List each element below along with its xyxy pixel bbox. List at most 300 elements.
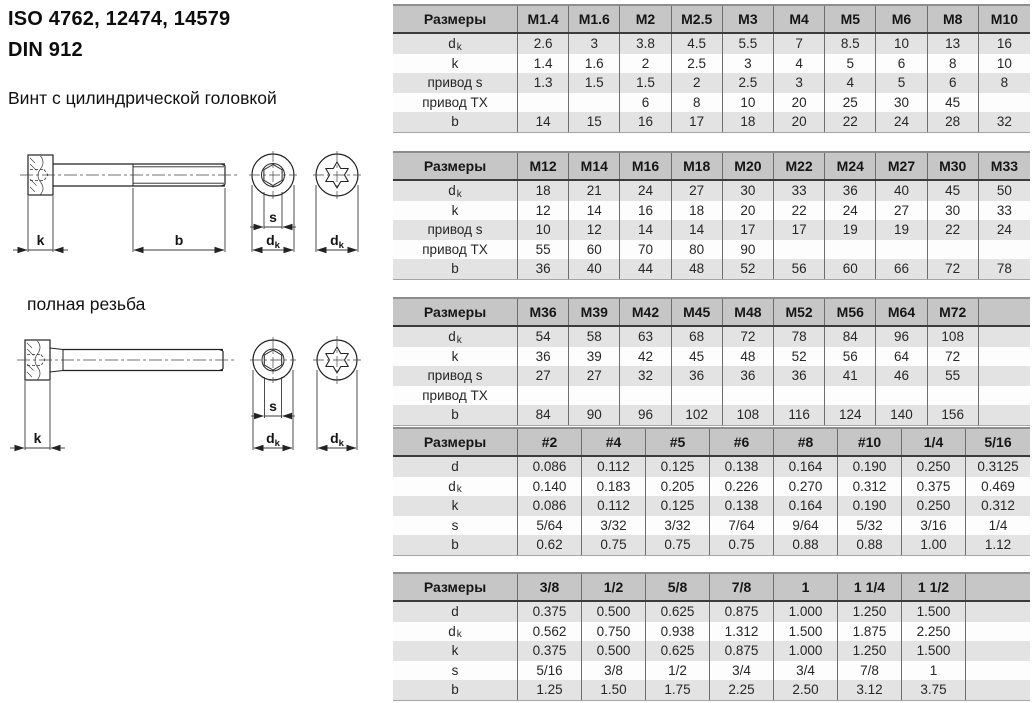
value-cell: 70 <box>620 240 671 260</box>
value-cell: 44 <box>620 259 671 279</box>
value-cell: 36 <box>518 347 569 367</box>
value-cell: 46 <box>876 366 927 386</box>
value-cell: 1.3 <box>518 73 569 93</box>
column-header: M24 <box>825 153 876 179</box>
value-cell: 4.5 <box>672 34 723 54</box>
value-cell: 0.164 <box>774 496 838 516</box>
value-cell: 17 <box>672 112 723 132</box>
column-header <box>979 299 1030 325</box>
value-cell <box>979 93 1030 113</box>
value-cell: 2.250 <box>902 622 966 642</box>
value-cell: 1.5 <box>569 73 620 93</box>
row-label: привод s <box>393 73 518 93</box>
value-cell: 0.183 <box>582 477 646 497</box>
value-cell: 0.138 <box>710 457 774 477</box>
value-cell: 8 <box>672 93 723 113</box>
value-cell: 2.25 <box>710 680 774 700</box>
value-cell <box>966 661 1030 681</box>
value-cell: 116 <box>774 405 825 425</box>
value-cell: 36 <box>825 181 876 201</box>
value-cell: 24 <box>825 201 876 221</box>
value-cell: 0.125 <box>646 496 710 516</box>
value-cell: 1.25 <box>518 680 582 700</box>
value-cell: 41 <box>825 366 876 386</box>
value-cell: 0.086 <box>518 496 582 516</box>
column-header: M30 <box>928 153 979 179</box>
value-cell: 45 <box>928 181 979 201</box>
value-cell <box>966 622 1030 642</box>
value-cell: 21 <box>569 181 620 201</box>
value-cell: 1.000 <box>774 602 838 622</box>
value-cell <box>620 386 671 406</box>
column-header: M8 <box>928 6 979 32</box>
value-cell: 1.4 <box>518 54 569 74</box>
column-header: #4 <box>582 429 646 455</box>
column-header: 5/16 <box>984 434 1012 450</box>
value-cell: 1.12 <box>984 537 1012 553</box>
table-header-row <box>393 427 1030 457</box>
value-cell: 40 <box>569 259 620 279</box>
column-header: M1.6 <box>569 6 620 32</box>
value-cell: 3.12 <box>838 680 902 700</box>
corner-header: Размеры <box>393 574 518 600</box>
value-cell: 0.875 <box>710 641 774 661</box>
value-cell: 0.938 <box>646 622 710 642</box>
value-cell: 0.112 <box>582 496 646 516</box>
table-row <box>393 220 1030 240</box>
table-row <box>393 661 1030 681</box>
value-cell: 19 <box>876 220 927 240</box>
value-cell: 14 <box>569 201 620 221</box>
value-cell: 10 <box>996 55 1012 71</box>
torx-socket-end-view <box>313 336 361 384</box>
value-cell: 0.190 <box>838 457 902 477</box>
value-cell: 1.000 <box>774 641 838 661</box>
value-cell: 0.75 <box>646 535 710 555</box>
row-label: d k <box>393 181 518 201</box>
column-header: M16 <box>620 153 671 179</box>
value-cell: 0.086 <box>518 457 582 477</box>
full-thread-note: полная резьба <box>27 294 146 314</box>
value-cell: 3 <box>569 34 620 54</box>
value-cell: 5/16 <box>518 661 582 681</box>
row-label: d <box>393 457 518 477</box>
value-cell: 5/64 <box>518 516 582 536</box>
value-cell: 0.138 <box>710 496 774 516</box>
value-cell: 140 <box>876 405 927 425</box>
value-cell: 4 <box>774 54 825 74</box>
row-label: b <box>393 405 518 425</box>
value-cell: 13 <box>928 34 979 54</box>
value-cell: 0.750 <box>582 622 646 642</box>
value-cell: 45 <box>928 93 979 113</box>
column-header: M27 <box>876 153 927 179</box>
value-cell: 96 <box>876 327 927 347</box>
value-cell: 2.6 <box>518 34 569 54</box>
column-header: M36 <box>518 299 569 325</box>
column-header: 5/8 <box>646 574 710 600</box>
column-header: M64 <box>876 299 927 325</box>
value-cell: 8.5 <box>825 34 876 54</box>
column-header: M3 <box>723 6 774 32</box>
value-cell: 96 <box>620 405 671 425</box>
value-cell: 108 <box>928 327 979 347</box>
column-header: M72 <box>928 299 979 325</box>
value-cell: 0.250 <box>902 496 966 516</box>
value-cell <box>979 405 1030 425</box>
value-cell: 0.164 <box>774 457 838 477</box>
value-cell: 36 <box>672 366 723 386</box>
value-cell: 12 <box>569 220 620 240</box>
value-cell: 2.50 <box>774 680 838 700</box>
value-cell: 1/2 <box>646 661 710 681</box>
value-cell: 0.875 <box>710 602 774 622</box>
column-header: 3/8 <box>518 574 582 600</box>
value-cell: 72 <box>928 259 979 279</box>
s-dimension-label: s <box>269 209 277 225</box>
b-dimension-label: b <box>174 232 184 248</box>
column-header: 1/4 <box>902 429 966 455</box>
value-cell: 27 <box>518 366 569 386</box>
page-title <box>8 4 230 66</box>
table-row <box>393 405 1030 425</box>
value-cell: 1.6 <box>569 54 620 74</box>
hex-socket-end-view <box>249 151 297 199</box>
column-header: M39 <box>569 299 620 325</box>
value-cell: 3.8 <box>620 34 671 54</box>
value-cell: 1.00 <box>902 535 966 555</box>
value-cell: 1.50 <box>582 680 646 700</box>
value-cell: 6 <box>876 54 927 74</box>
column-header: #2 <box>518 429 582 455</box>
value-cell: 66 <box>876 259 927 279</box>
column-header: M18 <box>672 153 723 179</box>
value-cell: 12 <box>518 201 569 221</box>
value-cell: 6 <box>928 73 979 93</box>
value-cell: 7/8 <box>838 661 902 681</box>
row-label: k <box>393 201 518 221</box>
s-dimension-label: s <box>269 398 277 414</box>
value-cell: 78 <box>774 327 825 347</box>
table-row <box>393 496 1030 516</box>
value-cell: 2 <box>620 54 671 74</box>
value-cell: 36 <box>518 259 569 279</box>
table-row <box>393 680 1030 700</box>
row-label: d k <box>393 477 518 497</box>
value-cell: 36 <box>723 366 774 386</box>
column-header: #6 <box>710 429 774 455</box>
value-cell: 33 <box>996 202 1012 218</box>
table-row <box>393 516 1030 536</box>
dimension-lines <box>10 370 357 450</box>
row-label: привод s <box>393 220 518 240</box>
value-cell <box>825 386 876 406</box>
value-cell: 8 <box>928 54 979 74</box>
value-cell <box>774 386 825 406</box>
value-cell: 2.5 <box>672 54 723 74</box>
value-cell: 0.112 <box>582 457 646 477</box>
value-cell: 0.375 <box>518 602 582 622</box>
dk-dimension-label: $d_k$ <box>330 232 344 251</box>
value-cell: 80 <box>672 240 723 260</box>
value-cell <box>569 93 620 113</box>
value-cell: 54 <box>518 327 569 347</box>
value-cell <box>966 641 1030 661</box>
value-cell: 84 <box>518 405 569 425</box>
value-cell: 5.5 <box>723 34 774 54</box>
dk-dimension-label: $d_k$ <box>266 232 280 251</box>
row-label: d k <box>393 622 518 642</box>
value-cell: 3/4 <box>774 661 838 681</box>
value-cell: 1 <box>902 661 966 681</box>
value-cell: 0.312 <box>981 498 1015 514</box>
value-cell: 0.75 <box>582 535 646 555</box>
value-cell: 6 <box>620 93 671 113</box>
value-cell: 60 <box>825 259 876 279</box>
value-cell: 55 <box>518 240 569 260</box>
value-cell: 20 <box>774 93 825 113</box>
value-cell: 17 <box>723 220 774 240</box>
corner-header: Размеры <box>393 6 518 32</box>
table-row <box>393 201 1030 221</box>
value-cell <box>876 240 927 260</box>
value-cell: 1.875 <box>838 622 902 642</box>
value-cell: 3.75 <box>902 680 966 700</box>
value-cell: 4 <box>825 73 876 93</box>
value-cell: 90 <box>723 240 774 260</box>
column-header: #8 <box>774 429 838 455</box>
column-header: M1.4 <box>518 6 569 32</box>
value-cell: 16 <box>620 112 671 132</box>
row-label: b <box>393 259 518 279</box>
table-header-row <box>393 572 1030 602</box>
dimension-table-3 <box>393 297 1030 426</box>
row-label: b <box>393 112 518 132</box>
value-cell <box>825 240 876 260</box>
column-header: M4 <box>774 6 825 32</box>
column-header <box>966 574 1030 600</box>
corner-header: Размеры <box>393 153 518 179</box>
value-cell <box>774 240 825 260</box>
value-cell: 10 <box>876 34 927 54</box>
value-cell: 45 <box>672 347 723 367</box>
value-cell: 7/64 <box>710 516 774 536</box>
value-cell: 72 <box>928 347 979 367</box>
value-cell: 32 <box>620 366 671 386</box>
value-cell: 16 <box>996 36 1012 52</box>
value-cell: 30 <box>928 201 979 221</box>
value-cell: 50 <box>996 183 1012 199</box>
row-label: привод TX <box>393 240 518 260</box>
row-label: s <box>393 516 518 536</box>
row-label: привод TX <box>393 93 518 113</box>
standards-line: ISO 4762, 12474, 14579 <box>8 8 231 30</box>
table-row <box>393 34 1030 54</box>
column-header: 7/8 <box>710 574 774 600</box>
value-cell: 56 <box>825 347 876 367</box>
row-label: k <box>393 496 518 516</box>
dimension-labels <box>34 398 345 449</box>
value-cell: 24 <box>620 181 671 201</box>
value-cell: 1.500 <box>902 641 966 661</box>
column-header: 1 1/2 <box>902 574 966 600</box>
dimension-labels <box>37 209 345 251</box>
row-label: k <box>393 347 518 367</box>
value-cell: 48 <box>723 347 774 367</box>
table-row <box>393 240 1030 260</box>
value-cell <box>518 386 569 406</box>
row-label: s <box>393 661 518 681</box>
value-cell: 0.469 <box>981 478 1015 494</box>
value-cell: 10 <box>723 93 774 113</box>
table-row <box>393 602 1030 622</box>
value-cell: 0.88 <box>774 535 838 555</box>
value-cell: 64 <box>876 347 927 367</box>
table-row <box>393 535 1030 555</box>
column-header: M33 <box>990 158 1019 174</box>
column-header: M42 <box>620 299 671 325</box>
value-cell: 24 <box>996 222 1012 238</box>
value-cell: 3/4 <box>710 661 774 681</box>
column-header: 1 <box>774 574 838 600</box>
value-cell: 0.75 <box>710 535 774 555</box>
column-header: #5 <box>646 429 710 455</box>
dimension-lines <box>13 185 358 252</box>
table-row <box>393 259 1030 279</box>
value-cell: 42 <box>620 347 671 367</box>
value-cell <box>876 386 927 406</box>
table-row <box>393 366 1030 386</box>
value-cell: 60 <box>569 240 620 260</box>
value-cell: 27 <box>672 181 723 201</box>
value-cell: 0.62 <box>518 535 582 555</box>
value-cell: 0.625 <box>646 602 710 622</box>
value-cell: 15 <box>569 112 620 132</box>
value-cell: 17 <box>774 220 825 240</box>
value-cell: 24 <box>876 112 927 132</box>
dimension-table-1 <box>393 4 1030 133</box>
value-cell: 52 <box>774 347 825 367</box>
value-cell: 3/32 <box>646 516 710 536</box>
column-header: M2.5 <box>672 6 723 32</box>
dimension-table-4 <box>393 427 1030 556</box>
value-cell: 22 <box>928 220 979 240</box>
row-label: k <box>393 54 518 74</box>
value-cell: 0.140 <box>518 477 582 497</box>
value-cell: 1.500 <box>902 602 966 622</box>
column-header: 1/2 <box>582 574 646 600</box>
value-cell: 36 <box>774 366 825 386</box>
row-label: привод TX <box>393 386 518 406</box>
value-cell: 39 <box>569 347 620 367</box>
value-cell: 5/32 <box>838 516 902 536</box>
value-cell: 0.500 <box>582 602 646 622</box>
value-cell: 3/32 <box>582 516 646 536</box>
value-cell: 78 <box>996 261 1012 277</box>
value-cell: 0.190 <box>838 496 902 516</box>
value-cell <box>979 240 1030 260</box>
value-cell: 30 <box>876 93 927 113</box>
value-cell: 27 <box>569 366 620 386</box>
value-cell: 0.375 <box>902 477 966 497</box>
value-cell: 0.88 <box>838 535 902 555</box>
value-cell: 90 <box>569 405 620 425</box>
row-label: d k <box>393 34 518 54</box>
value-cell <box>979 386 1030 406</box>
row-label: d <box>393 602 518 622</box>
value-cell <box>928 240 979 260</box>
table-row <box>393 457 1030 477</box>
column-header: 1 1/4 <box>838 574 902 600</box>
value-cell: 1.250 <box>838 641 902 661</box>
value-cell <box>979 366 1030 386</box>
value-cell: 20 <box>723 201 774 221</box>
table-row <box>393 386 1030 406</box>
value-cell: 8 <box>1000 75 1009 91</box>
value-cell <box>928 386 979 406</box>
k-dimension-label: k <box>36 232 45 248</box>
value-cell: 22 <box>825 112 876 132</box>
column-header: M56 <box>825 299 876 325</box>
value-cell: 1/4 <box>988 517 1008 533</box>
dimension-table-2 <box>393 151 1030 280</box>
value-cell: 84 <box>825 327 876 347</box>
hex-socket-end-view <box>250 337 296 383</box>
value-cell: 56 <box>774 259 825 279</box>
column-header: M52 <box>774 299 825 325</box>
row-label: привод s <box>393 366 518 386</box>
value-cell: 2.5 <box>723 73 774 93</box>
value-cell: 10 <box>518 220 569 240</box>
corner-header: Размеры <box>393 429 518 455</box>
value-cell: 14 <box>518 112 569 132</box>
table-row <box>393 347 1030 367</box>
value-cell <box>966 680 1030 700</box>
value-cell: 124 <box>825 405 876 425</box>
column-header: M5 <box>825 6 876 32</box>
table-header-row <box>393 151 1030 181</box>
table-row <box>393 112 1030 132</box>
row-label: k <box>393 641 518 661</box>
value-cell: 0.3125 <box>977 459 1019 475</box>
value-cell: 1.250 <box>838 602 902 622</box>
value-cell <box>518 93 569 113</box>
value-cell: 102 <box>672 405 723 425</box>
value-cell: 30 <box>723 181 774 201</box>
value-cell: 48 <box>672 259 723 279</box>
value-cell: 5 <box>825 54 876 74</box>
value-cell: 72 <box>723 327 774 347</box>
value-cell: 32 <box>996 114 1012 130</box>
value-cell: 16 <box>620 201 671 221</box>
value-cell: 1.312 <box>710 622 774 642</box>
column-header: #10 <box>838 429 902 455</box>
value-cell <box>979 347 1030 367</box>
value-cell: 0.500 <box>582 641 646 661</box>
table-header-row <box>393 4 1030 34</box>
value-cell <box>672 386 723 406</box>
value-cell: 7 <box>774 34 825 54</box>
value-cell: 14 <box>672 220 723 240</box>
tables-area <box>393 0 1030 703</box>
value-cell: 0.205 <box>646 477 710 497</box>
row-label: d k <box>393 327 518 347</box>
row-label: b <box>393 535 518 555</box>
column-header: M12 <box>518 153 569 179</box>
table-row <box>393 73 1030 93</box>
value-cell: 68 <box>672 327 723 347</box>
value-cell: 19 <box>825 220 876 240</box>
